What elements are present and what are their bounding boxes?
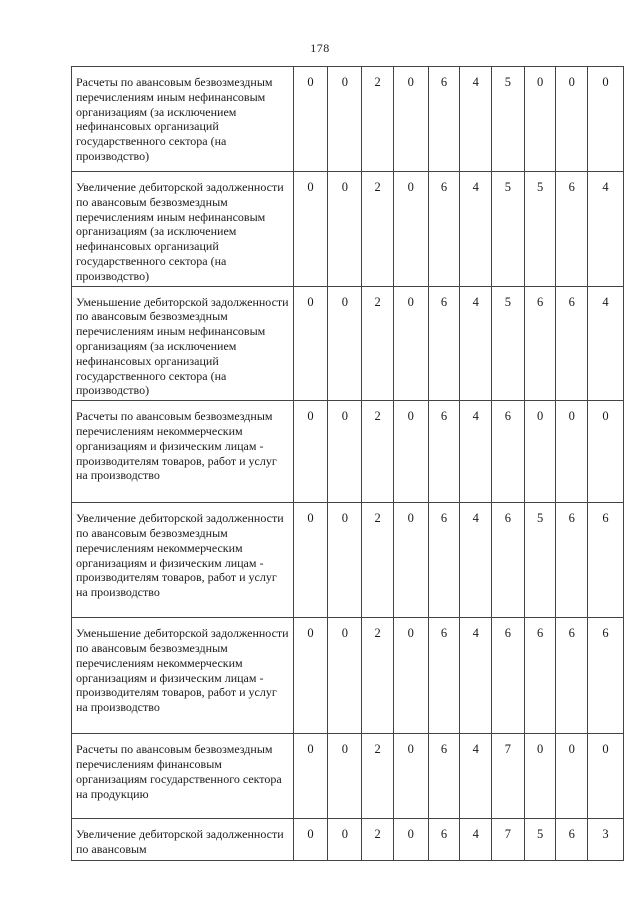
code-digit: 4: [588, 286, 624, 401]
code-digit: 0: [293, 734, 328, 819]
row-description: Увеличение дебиторской задолженности по авансовым безвозмездным перечислениям иным нефинансовым организациям (за исключением нефинансовых организаций государственного сектора (на производство): [72, 172, 294, 287]
code-digit: 0: [328, 286, 362, 401]
code-digit: 6: [428, 286, 460, 401]
code-digit: 0: [588, 67, 624, 172]
table-row: [72, 286, 624, 401]
code-digit: 0: [524, 734, 556, 819]
row-description: Увеличение дебиторской задолженности по авансовым безвозмездным перечислениям некоммерческим организациям и физическим лицам - производителям товаров, работ и услуг на производство: [72, 503, 294, 618]
code-digit: 2: [362, 503, 394, 618]
code-digit: 0: [393, 67, 428, 172]
code-digit: 0: [328, 618, 362, 734]
row-description: Увеличение дебиторской задолженности по авансовым: [72, 819, 294, 861]
code-digit: 0: [293, 401, 328, 503]
code-digit: 6: [588, 503, 624, 618]
code-digit: 6: [492, 503, 525, 618]
code-digit: 0: [556, 67, 588, 172]
code-digit: 6: [556, 286, 588, 401]
table-row: [72, 734, 624, 819]
code-digit: 2: [362, 734, 394, 819]
code-digit: 3: [588, 819, 624, 861]
table-row: [72, 618, 624, 734]
code-digit: 6: [428, 67, 460, 172]
code-digit: 4: [460, 618, 492, 734]
code-digit: 0: [524, 67, 556, 172]
table-row: [72, 172, 624, 287]
code-digit: 0: [393, 819, 428, 861]
code-digit: 0: [588, 734, 624, 819]
table-row: [72, 503, 624, 618]
code-digit: 6: [556, 618, 588, 734]
code-digit: 5: [524, 503, 556, 618]
code-digit: 0: [328, 172, 362, 287]
code-digit: 4: [460, 819, 492, 861]
code-digit: 0: [293, 67, 328, 172]
code-digit: 6: [492, 401, 525, 503]
code-digit: 7: [492, 734, 525, 819]
code-digit: 6: [428, 401, 460, 503]
page-number: 178: [310, 41, 330, 55]
code-digit: 0: [328, 67, 362, 172]
code-digit: 5: [524, 172, 556, 287]
code-digit: 0: [293, 819, 328, 861]
code-digit: 0: [393, 401, 428, 503]
code-digit: 6: [492, 618, 525, 734]
code-digit: 2: [362, 401, 394, 503]
table-row: [72, 67, 624, 172]
code-digit: 4: [460, 503, 492, 618]
code-digit: 0: [556, 734, 588, 819]
code-digit: 0: [328, 401, 362, 503]
row-description: Расчеты по авансовым безвозмездным перечислениям финансовым организациям государственного сектора на продукцию: [72, 734, 294, 819]
code-digit: 6: [556, 503, 588, 618]
row-description: Уменьшение дебиторской задолженности по авансовым безвозмездным перечислениям иным нефинансовым организациям (за исключением нефинансовых организаций государственного сектора (на производство): [72, 286, 294, 401]
code-digit: 6: [428, 172, 460, 287]
code-digit: 6: [524, 286, 556, 401]
code-digit: 4: [460, 172, 492, 287]
code-digit: 4: [460, 286, 492, 401]
code-digit: 7: [492, 819, 525, 861]
code-digit: 0: [328, 819, 362, 861]
code-digit: 0: [393, 618, 428, 734]
code-digit: 5: [492, 67, 525, 172]
code-digit: 2: [362, 67, 394, 172]
code-digit: 0: [556, 401, 588, 503]
code-digit: 0: [393, 734, 428, 819]
code-digit: 0: [524, 401, 556, 503]
account-codes-table: [71, 66, 624, 861]
code-digit: 6: [524, 618, 556, 734]
code-digit: 2: [362, 172, 394, 287]
code-digit: 6: [556, 819, 588, 861]
code-digit: 5: [492, 172, 525, 287]
row-description: Расчеты по авансовым безвозмездным перечислениям некоммерческим организациям и физическим лицам - производителям товаров, работ и услуг на производство: [72, 401, 294, 503]
code-digit: 5: [524, 819, 556, 861]
code-digit: 4: [460, 401, 492, 503]
code-digit: 2: [362, 286, 394, 401]
table-row: [72, 819, 624, 861]
code-digit: 0: [293, 618, 328, 734]
code-digit: 2: [362, 819, 394, 861]
code-digit: 6: [428, 503, 460, 618]
code-digit: 6: [428, 819, 460, 861]
code-digit: 6: [428, 618, 460, 734]
code-digit: 0: [293, 286, 328, 401]
table-row: [72, 401, 624, 503]
code-digit: 4: [460, 734, 492, 819]
code-digit: 0: [328, 734, 362, 819]
code-digit: 0: [393, 503, 428, 618]
code-digit: 0: [328, 503, 362, 618]
code-digit: 0: [393, 286, 428, 401]
code-digit: 6: [556, 172, 588, 287]
code-digit: 2: [362, 618, 394, 734]
code-digit: 0: [293, 503, 328, 618]
code-digit: 5: [492, 286, 525, 401]
row-description: Расчеты по авансовым безвозмездным перечислениям иным нефинансовым организациям (за исключением нефинансовых организаций государственного сектора (на производство): [72, 67, 294, 172]
code-digit: 0: [393, 172, 428, 287]
code-digit: 4: [588, 172, 624, 287]
row-description: Уменьшение дебиторской задолженности по авансовым безвозмездным перечислениям некоммерческим организациям и физическим лицам - производителям товаров, работ и услуг на производство: [72, 618, 294, 734]
code-digit: 4: [460, 67, 492, 172]
code-digit: 0: [588, 401, 624, 503]
code-digit: 0: [293, 172, 328, 287]
code-digit: 6: [588, 618, 624, 734]
code-digit: 6: [428, 734, 460, 819]
